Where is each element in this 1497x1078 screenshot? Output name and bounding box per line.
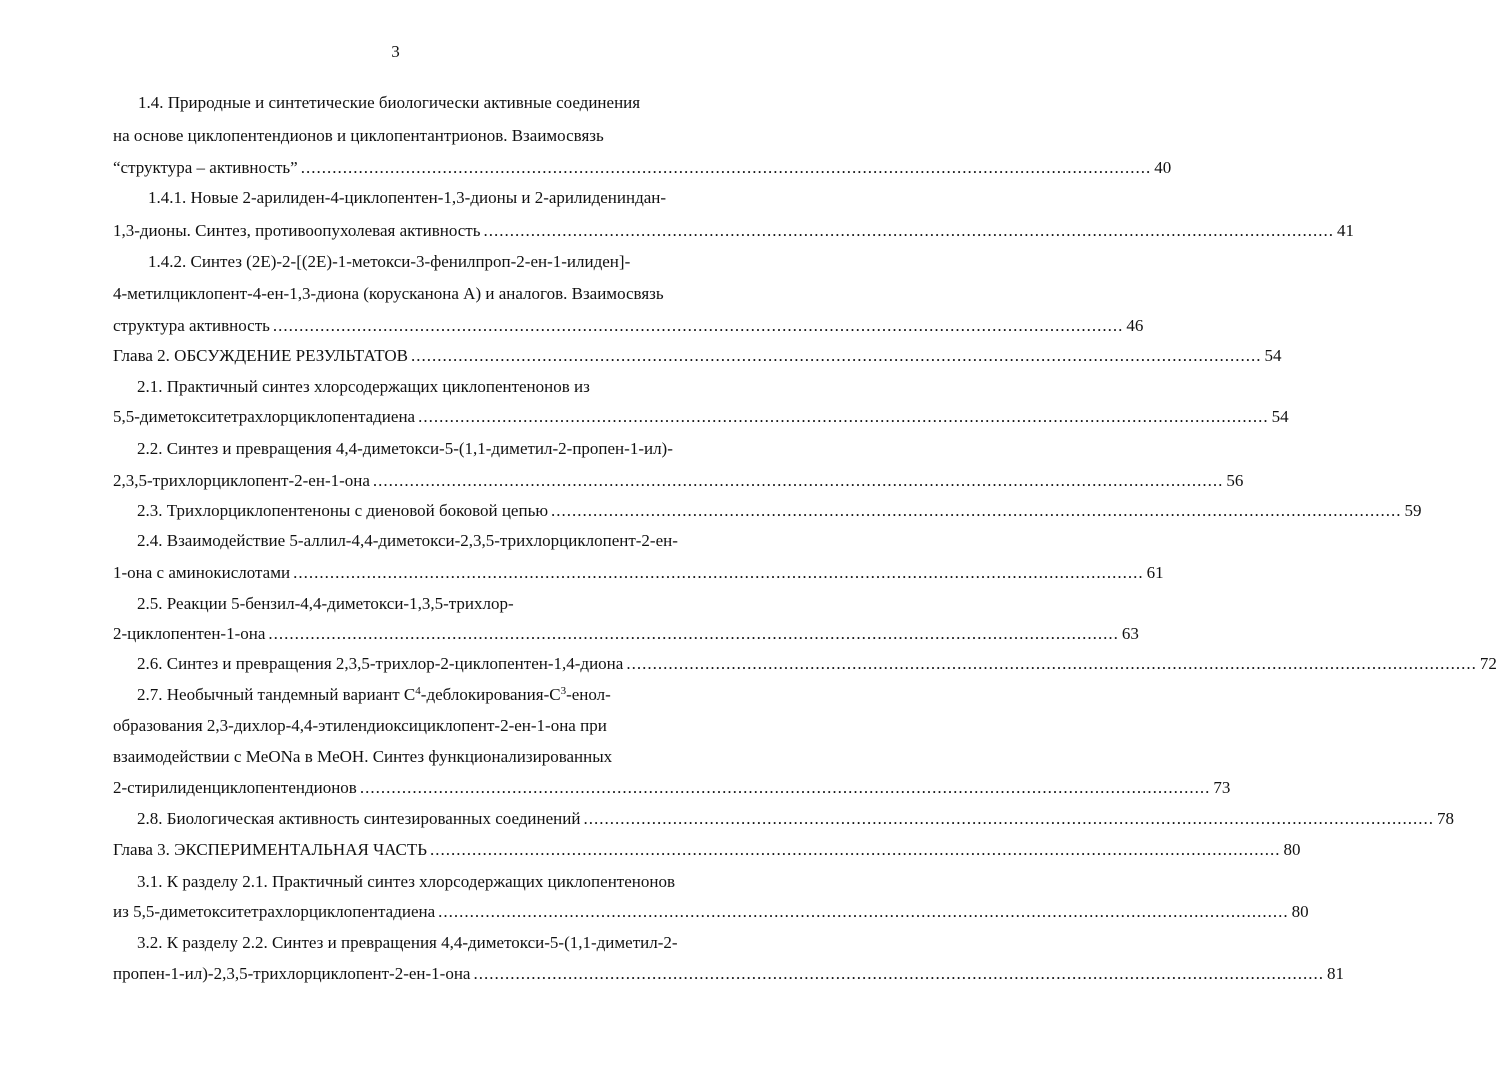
- toc-2-7-text-c: -деблокирования-C: [420, 685, 561, 704]
- dot-leader: ..................................................................................................................................................................: [268, 624, 1119, 643]
- toc-2-7-line-1: [137, 684, 753, 706]
- toc-2-4-page: 61: [1146, 563, 1164, 582]
- toc-3-2-line-1: 3.2. К разделу 2.2. Синтез и превращения 4,4-диметокси-5-(1,1-диметил-2-: [137, 933, 678, 952]
- toc-2-7-page: 73: [1213, 778, 1231, 797]
- toc-entry-chapter-3: [113, 839, 1301, 861]
- toc-2-7-text-e: -енол-: [566, 685, 611, 704]
- dot-leader: ..................................................................................................................................................................: [359, 778, 1211, 797]
- toc-2-7-line-2: образования 2,3-дихлор-4,4-этилендиоксициклопент-2-ен-1-она при: [113, 716, 607, 735]
- toc-entry-2-7: [113, 777, 1231, 799]
- toc-2-6-line-1: 2.6. Синтез и превращения 2,3,5-трихлор-2-циклопентен-1,4-диона: [137, 654, 624, 673]
- toc-1-4-1-page: 41: [1336, 221, 1354, 240]
- toc-2-1-line-1: 2.1. Практичный синтез хлорсодержащих циклопентенонов из: [137, 377, 590, 396]
- toc-2-7-line-3: взаимодействии с MeONa в MeOH. Синтез функционализированных: [113, 747, 613, 766]
- toc-2-7-line-4: 2-стирилиденциклопентендионов: [113, 778, 357, 797]
- toc-1-4-line-2: на основе циклопентендионов и циклопентантрионов. Взаимосвязь: [113, 126, 604, 145]
- toc-3-1-line-2: из 5,5-диметокситетрахлорциклопентадиена: [113, 902, 436, 921]
- toc-entry-1-4-1: [113, 220, 1354, 242]
- toc-entry-chapter-2: [113, 345, 1282, 367]
- toc-chapter-2-page: 54: [1264, 346, 1282, 365]
- dot-leader: ..................................................................................................................................................................: [483, 221, 1334, 240]
- toc-2-8-line-1: 2.8. Биологическая активность синтезированных соединений: [137, 809, 581, 828]
- toc-3-1-page: 80: [1291, 902, 1309, 921]
- toc-1-4-1-line-1: 1.4.1. Новые 2-арилиден-4-циклопентен-1,3-дионы и 2-арилидениндан-: [148, 188, 667, 207]
- dot-leader: ..................................................................................................................................................................: [473, 964, 1324, 983]
- toc-entry-2-2: [113, 470, 1244, 492]
- toc-1-4-1-line-2: 1,3-дионы. Синтез, противоопухолевая активность: [113, 221, 481, 240]
- toc-3-2-page: 81: [1326, 964, 1344, 983]
- toc-1-4-page: 40: [1154, 158, 1172, 177]
- dot-leader: ..................................................................................................................................................................: [418, 407, 1269, 426]
- toc-entry-2-5: [113, 623, 1139, 645]
- toc-2-4-line-1: 2.4. Взаимодействие 5-аллил-4,4-диметокси-2,3,5-трихлорциклопент-2-ен-: [137, 531, 678, 550]
- toc-chapter-2-title: Глава 2. ОБСУЖДЕНИЕ РЕЗУЛЬТАТОВ: [113, 346, 409, 365]
- toc-2-8-page: 78: [1436, 809, 1454, 828]
- page-number: 3: [391, 42, 400, 61]
- toc-2-2-line-1: 2.2. Синтез и превращения 4,4-диметокси-5-(1,1-диметил-2-пропен-1-ил)-: [137, 439, 673, 458]
- toc-2-2-line-2: 2,3,5-трихлорциклопент-2-ен-1-она: [113, 471, 370, 490]
- dot-leader: ..................................................................................................................................................................: [551, 501, 1402, 520]
- toc-2-5-line-2: 2-циклопентен-1-она: [113, 624, 266, 643]
- toc-1-4-line-3: “структура – активность”: [113, 158, 298, 177]
- dot-leader: ..................................................................................................................................................................: [626, 654, 1477, 673]
- toc-1-4-line-1: 1.4. Природные и синтетические биологически активные соединения: [138, 93, 641, 112]
- toc-entry-2-1: [113, 406, 1289, 428]
- toc-2-1-line-2: 5,5-диметокситетрахлорциклопентадиена: [113, 407, 416, 426]
- toc-entry-3-1: [113, 901, 1309, 923]
- toc-entry-2-3: [137, 500, 1422, 522]
- dot-leader: ..................................................................................................................................................................: [293, 563, 1144, 582]
- toc-3-1-line-1: 3.1. К разделу 2.1. Практичный синтез хлорсодержащих циклопентенонов: [137, 872, 675, 891]
- toc-1-4-2-page: 46: [1126, 316, 1144, 335]
- toc-2-7-sup-b: 3: [560, 685, 567, 697]
- toc-1-4-2-line-1: 1.4.2. Синтез (2E)-2-[(2E)-1-метокси-3-фенилпроп-2-ен-1-илиден]-: [148, 252, 631, 271]
- toc-2-5-line-1: 2.5. Реакции 5-бензил-4,4-диметокси-1,3,5-трихлор-: [137, 594, 514, 613]
- toc-entry-2-6: [137, 653, 1497, 675]
- toc-entry-3-2: [113, 963, 1344, 985]
- dot-leader: ..................................................................................................................................................................: [430, 840, 1281, 859]
- toc-chapter-3-page: 80: [1283, 840, 1301, 859]
- toc-2-5-page: 63: [1121, 624, 1139, 643]
- toc-2-3-line-1: 2.3. Трихлорциклопентеноны с диеновой боковой цепью: [137, 501, 549, 520]
- dot-leader: ..................................................................................................................................................................: [272, 316, 1124, 335]
- dot-leader: ..................................................................................................................................................................: [300, 158, 1152, 177]
- toc-2-1-page: 54: [1271, 407, 1289, 426]
- dot-leader: ..................................................................................................................................................................: [583, 809, 1434, 828]
- toc-3-2-line-2: пропен-1-ил)-2,3,5-трихлорциклопент-2-ен-1-она: [113, 964, 471, 983]
- toc-entry-1-4: [113, 157, 1172, 179]
- toc-1-4-2-line-3: структура активность: [113, 316, 270, 335]
- toc-2-7-sup-a: 4: [415, 685, 421, 697]
- toc-2-6-page: 72: [1479, 654, 1497, 673]
- toc-2-4-line-2: 1-она с аминокислотами: [113, 563, 291, 582]
- toc-entry-2-4: [113, 562, 1164, 584]
- toc-entry-1-4-2: [113, 315, 1144, 337]
- toc-chapter-3-title: Глава 3. ЭКСПЕРИМЕНТАЛЬНАЯ ЧАСТЬ: [113, 840, 428, 859]
- dot-leader: ..................................................................................................................................................................: [372, 471, 1224, 490]
- toc-2-3-page: 59: [1404, 501, 1422, 520]
- dot-leader: ..................................................................................................................................................................: [438, 902, 1289, 921]
- dot-leader: ..................................................................................................................................................................: [411, 346, 1262, 365]
- toc-2-2-page: 56: [1226, 471, 1244, 490]
- toc-2-7-text-a: 2.7. Необычный тандемный вариант C: [137, 685, 416, 704]
- toc-1-4-2-line-2: 4-метилциклопент-4-ен-1,3-диона (корусканона A) и аналогов. Взаимосвязь: [113, 284, 664, 303]
- toc-entry-2-8: [137, 808, 1454, 830]
